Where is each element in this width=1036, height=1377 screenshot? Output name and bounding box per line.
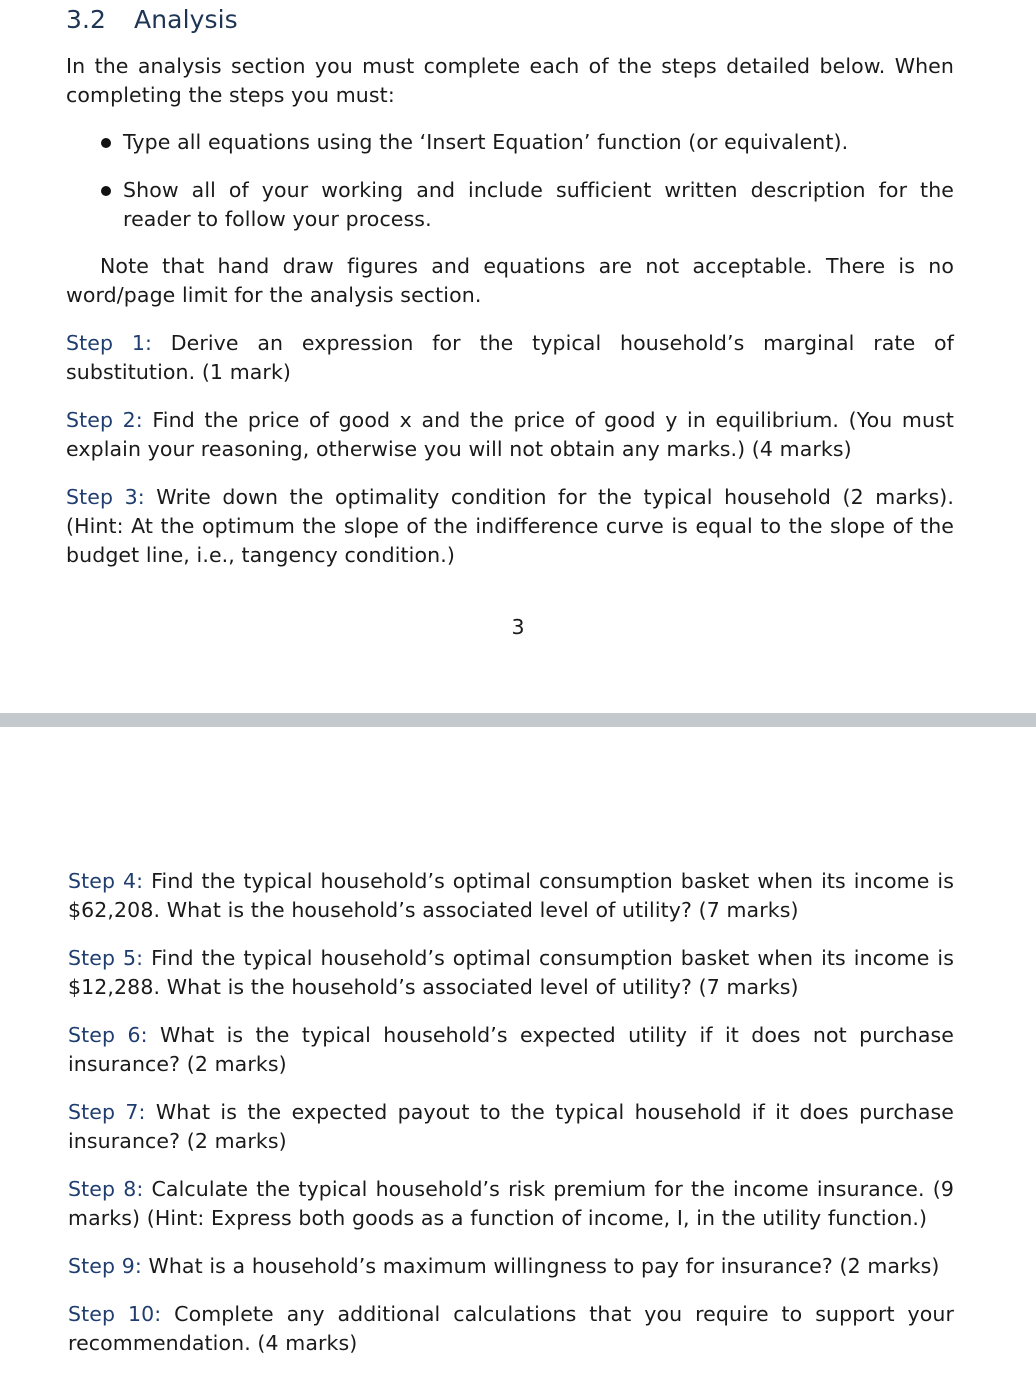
intro-paragraph: In the analysis section you must complete each of the steps detailed below. When completing the steps you must: <box>66 54 954 107</box>
list-item-text: Show all of your working and include sufficient written description for the reader to follow your process. <box>123 178 954 231</box>
step-label: Step 4: <box>68 869 144 893</box>
step-4 <box>68 867 954 925</box>
step-label: Step 3: <box>66 485 145 509</box>
step-text: What is the expected payout to the typical household if it does purchase insurance? (2 marks) <box>68 1100 954 1153</box>
step-2 <box>66 406 954 464</box>
section-title: Analysis <box>134 5 238 34</box>
step-label: Step 5: <box>68 946 144 970</box>
step-3 <box>66 483 954 570</box>
step-label: Step 9: <box>68 1254 142 1278</box>
page-1-content <box>66 4 954 589</box>
page-2 <box>0 727 1036 1373</box>
step-5 <box>68 944 954 1002</box>
step-label: Step 6: <box>68 1023 148 1047</box>
step-label: Step 7: <box>68 1100 146 1124</box>
requirements-list <box>66 128 954 234</box>
step-6 <box>68 1021 954 1079</box>
page-separator <box>0 713 1036 727</box>
step-text: Find the typical household’s optimal consumption basket when its income is $12,288. What is the household’s associated level of utility? (7 marks) <box>68 946 954 999</box>
step-label: Step 8: <box>68 1177 144 1201</box>
step-8 <box>68 1175 954 1233</box>
step-9 <box>68 1252 954 1281</box>
step-text: Find the price of good x and the price of good y in equilibrium. (You must explain your reasoning, otherwise you will not obtain any marks.) (4 marks) <box>66 408 954 461</box>
bullet-icon <box>101 138 111 148</box>
step-text: Calculate the typical household’s risk premium for the income insurance. (9 marks) (Hint: Express both goods as a function of income, I, in the utility function.) <box>68 1177 954 1230</box>
step-text: Find the typical household’s optimal consumption basket when its income is $62,208. What is the household’s associated level of utility? (7 marks) <box>68 869 954 922</box>
step-text: What is the typical household’s expected utility if it does not purchase insurance? (2 marks) <box>68 1023 955 1076</box>
list-item <box>123 128 954 157</box>
list-item <box>123 176 954 234</box>
step-label: Step 1: <box>66 331 152 355</box>
page-number: 3 <box>511 615 525 639</box>
bullet-icon <box>101 186 111 196</box>
section-number: 3.2 <box>66 5 107 34</box>
list-item-text: Type all equations using the ‘Insert Equation’ function (or equivalent). <box>123 130 849 154</box>
step-10 <box>68 1300 954 1358</box>
note-paragraph: Note that hand draw figures and equations are not acceptable. There is no word/page limit for the analysis section. <box>66 254 954 307</box>
page-2-content <box>68 867 954 1377</box>
step-text: Derive an expression for the typical household’s marginal rate of substitution. (1 mark) <box>66 331 954 384</box>
step-text: What is a household’s maximum willingness to pay for insurance? (2 marks) <box>148 1254 940 1278</box>
step-label: Step 2: <box>66 408 143 432</box>
step-1 <box>66 329 954 387</box>
step-label: Step 10: <box>68 1302 162 1326</box>
step-text: Complete any additional calculations that you require to support your recommendation. (4 marks) <box>68 1302 954 1355</box>
step-text: Write down the optimality condition for the typical household (2 marks). (Hint: At the optimum the slope of the indifference curve is equal to the slope of the budget line, i.e., tangency condition.) <box>66 485 954 567</box>
section-heading <box>66 4 954 36</box>
step-7 <box>68 1098 954 1156</box>
